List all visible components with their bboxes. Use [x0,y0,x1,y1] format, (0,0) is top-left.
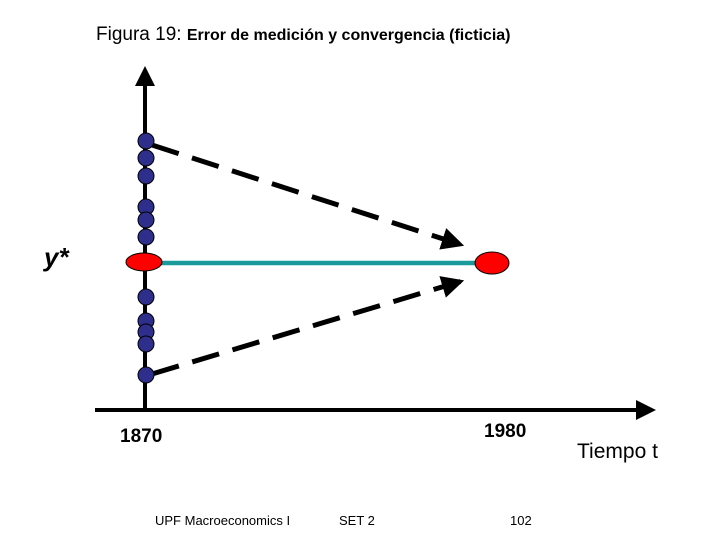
observation-point [138,367,154,383]
observation-point [138,229,154,245]
steady-state-label: y* [44,242,69,272]
observation-point [138,212,154,228]
steady-state-point-1980 [475,252,509,274]
footer-set: SET 2 [339,513,375,528]
end-year-label: 1980 [484,421,527,442]
steady-state-point-1870 [126,253,162,271]
lower-convergence-arrow [152,281,462,374]
observation-point [138,133,154,149]
footer-page-number: 102 [510,513,532,528]
observation-point [138,150,154,166]
observation-point [138,336,154,352]
observation-point [138,289,154,305]
footer-course: UPF Macroeconomics I [155,513,291,528]
figure-title-prefix: Figura 19: [96,24,182,45]
upper-convergence-arrow [152,145,462,245]
start-year-label: 1870 [120,426,163,447]
observation-point [138,168,154,184]
figure-title-text: Error de medición y convergencia (ficticia) [186,27,511,44]
x-axis-label: Tiempo t [577,440,658,463]
